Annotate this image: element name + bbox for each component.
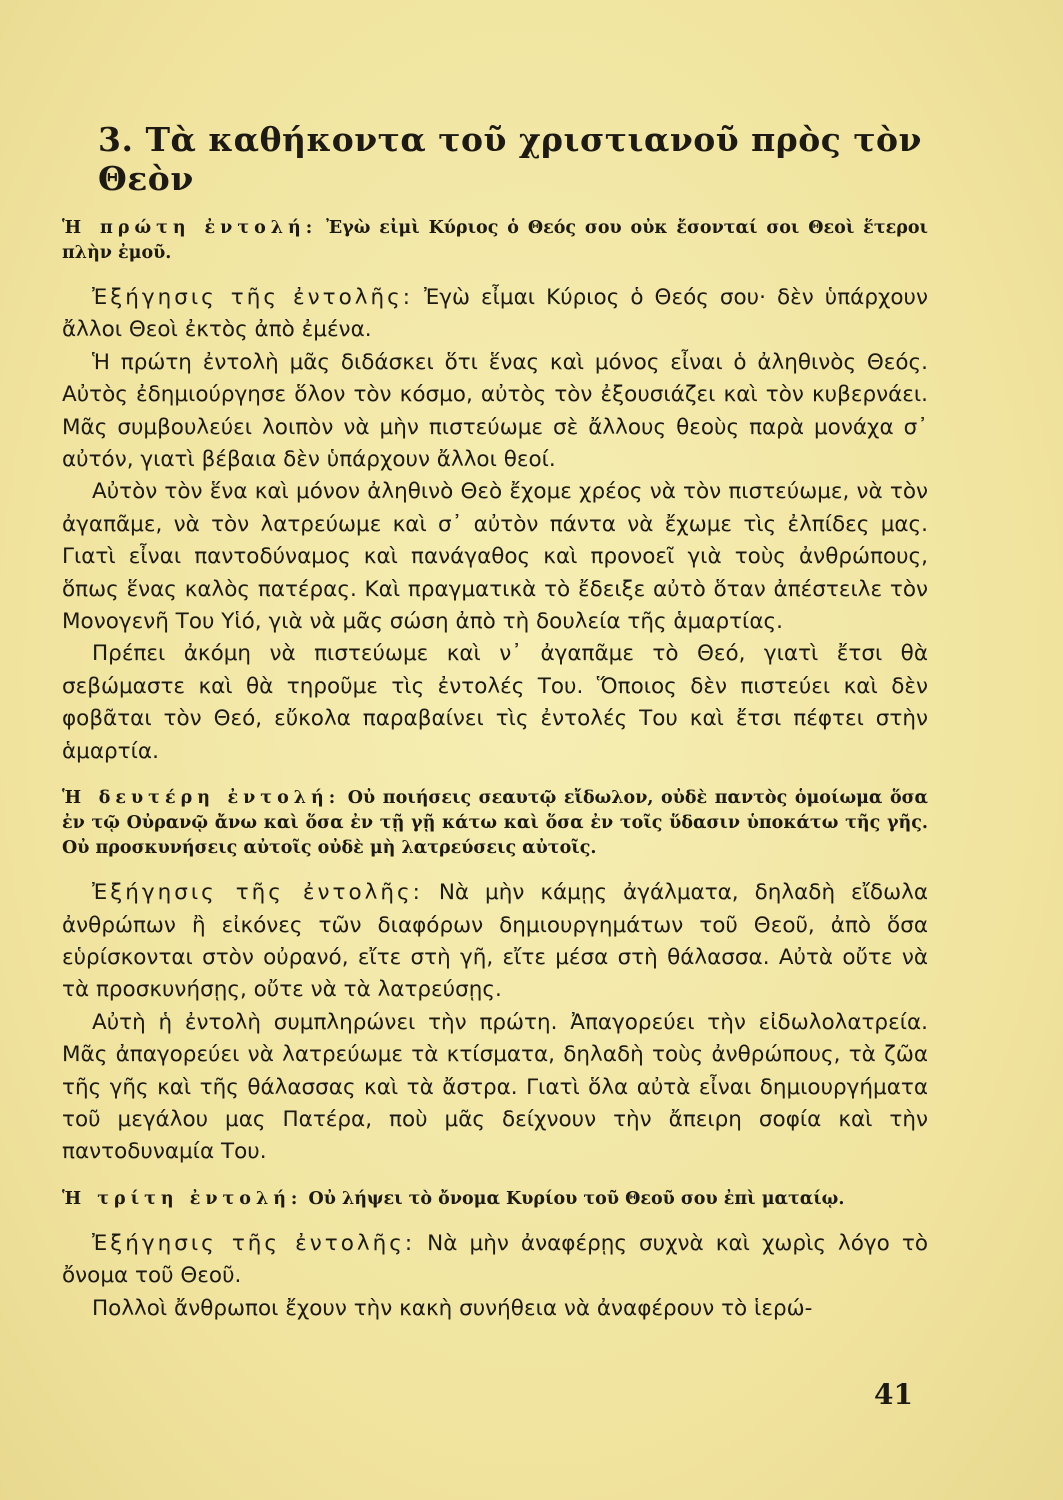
commandment-1-label: Ἡ πρώτη ἐντολή: — [62, 218, 318, 238]
commandment-1-text: Ἐγὼ εἰμὶ Κύριος ὁ Θεός σου οὐκ ἔσονταί σοι Θεοὶ ἕτεροι πλὴν ἐμοῦ. — [62, 218, 929, 263]
paragraph: Ἡ πρώτη ἐντολὴ μᾶς διδάσκει ὅτι ἕνας καὶ μόνος εἶναι ὁ ἀληθινὸς Θεός. Αὐτὸς ἐδημιούργησε ὅλον τὸν κόσμο, αὐτὸς τὸν ἐξουσιάζει καὶ τὸν κυβερνάει. Μᾶς συμβουλεύει λοιπὸν νὰ μὴν πιστεύωμε σὲ ἄλλους θεοὺς παρὰ μονάχα σ᾽ αὐτόν, γιατὶ βέβαια δὲν ὑπάρχουν ἄλλοι θεοί. — [62, 349, 928, 473]
section-title: 3. Τὰ καθήκοντα τοῦ χριστιανοῦ πρὸς τὸν Θεὸν — [98, 120, 922, 198]
commandment-3-body — [62, 1228, 928, 1325]
commandment-1 — [62, 216, 928, 266]
commandment-3 — [62, 1187, 928, 1212]
commandment-1-body — [62, 282, 928, 768]
explanation-3-text: Νὰ μὴν ἀναφέρῃς συχνὰ καὶ χωρὶς λόγο τὸ ὄνομα τοῦ Θεοῦ. — [62, 1230, 928, 1289]
paragraph: Πολλοὶ ἄνθρωποι ἔχουν τὴν κακὴ συνήθεια νὰ ἀναφέρουν τὸ ἱερώ- — [92, 1295, 813, 1321]
explanation-1-label: Ἐξήγησις τῆς ἐντολῆς: — [92, 285, 413, 310]
explanation-1 — [62, 282, 928, 347]
commandment-3-label: Ἡ τρίτη ἐντολή: — [62, 1188, 303, 1209]
commandment-2-text: Οὐ ποιήσεις σεαυτῷ εἴδωλον, οὐδὲ παντὸς ὁμοίωμα ὅσα ἐν τῷ Οὐρανῷ ἄνω καὶ ὅσα ἐν τῇ γῇ κάτω καὶ ὅσα ἐν τοῖς ὕδασιν ὑποκάτω τῆς γῆς. Οὐ προσκυνήσεις αὐτοῖς οὐδὲ μὴ λατρεύσεις αὐτοῖς. — [62, 788, 929, 859]
explanation-3 — [62, 1228, 928, 1293]
explanation-2-text: Νὰ μὴν κάμῃς ἀγάλματα, δηλαδὴ εἴδωλα ἀνθρώπων ἢ εἰκόνες τῶν διαφόρων δημιουργημάτων τοῦ Θεοῦ, ἀπὸ ὅσα εὑρίσκονται στὸν οὐρανό, εἴτε στὴ γῆ, εἴτε μέσα στὴ θάλασσα. Αὐτὰ οὔτε νὰ τὰ προσκυνήσῃς, οὔτε νὰ τὰ λατρεύσῃς. — [62, 880, 928, 1003]
explanation-2 — [62, 877, 928, 1007]
commandment-2 — [62, 786, 928, 861]
paragraph: Αὐτὸν τὸν ἕνα καὶ μόνον ἀληθινὸ Θεὸ ἔχομε χρέος νὰ τὸν πιστεύωμε, νὰ τὸν ἀγαπᾶμε, νὰ τὸν λατρεύωμε καὶ σ᾽ αὐτὸν πάντα νὰ ἔχωμε τὶς ἐλπίδες μας. Γιατὶ εἶναι παντοδύναμος καὶ πανάγαθος καὶ προνοεῖ γιὰ τοὺς ἀνθρώπους, ὅπως ἕνας καλὸς πατέρας. Καὶ πραγματικὰ τὸ ἔδειξε αὐτὸ ὅταν ἀπέστειλε τὸν Μονογενῆ Του Υἱό, γιὰ νὰ μᾶς σώση ἀπὸ τὴ δουλεία τῆς ἁμαρτίας. — [62, 479, 928, 635]
explanation-3-label: Ἐξήγησις τῆς ἐντολῆς: — [92, 1230, 416, 1256]
commandment-3-text: Οὐ λήψει τὸ ὄνομα Κυρίου τοῦ Θεοῦ σου ἐπὶ ματαίῳ. — [308, 1188, 845, 1209]
explanation-1-text: Ἐγὼ εἶμαι Κύριος ὁ Θεός σου· δὲν ὑπάρχουν ἄλλοι Θεοὶ ἐκτὸς ἀπὸ ἐμένα. — [62, 285, 928, 343]
commandment-2-body — [62, 877, 928, 1169]
paragraph: Πρέπει ἀκόμη νὰ πιστεύωμε καὶ ν᾽ ἀγαπᾶμε τὸ Θεό, γιατὶ ἔτσι θὰ σεβώμαστε καὶ θὰ τηροῦμε τὶς ἐντολές Του. Ὅποιος δὲν πιστεύει καὶ δὲν φοβᾶται τὸν Θεό, εὔκολα παραβαίνει τὶς ἐντολές Του καὶ ἔτσι πέφτει στὴν ἁμαρτία. — [62, 641, 928, 764]
page-content — [62, 120, 928, 1325]
commandment-2-label: Ἡ δευτέρη ἐντολή: — [62, 788, 341, 809]
page-number: 41 — [874, 1378, 913, 1411]
paragraph: Αὐτὴ ἡ ἐντολὴ συμπληρώνει τὴν πρώτη. Ἀπαγορεύει τὴν εἰδωλολατρεία. Μᾶς ἀπαγορεύει νὰ λατρεύωμε τὰ κτίσματα, δηλαδὴ τοὺς ἀνθρώπους, τὰ ζῶα τῆς γῆς καὶ τῆς θάλασσας καὶ τὰ ἄστρα. Γιατὶ ὅλα αὐτὰ εἶναι δημιουργήματα τοῦ μεγάλου μας Πατέρα, ποὺ μᾶς δείχνουν τὴν ἄπειρη σοφία καὶ τὴν παντοδυναμία Του. — [62, 1009, 928, 1165]
explanation-2-label: Ἐξήγησις τῆς ἐντολῆς: — [92, 880, 423, 906]
